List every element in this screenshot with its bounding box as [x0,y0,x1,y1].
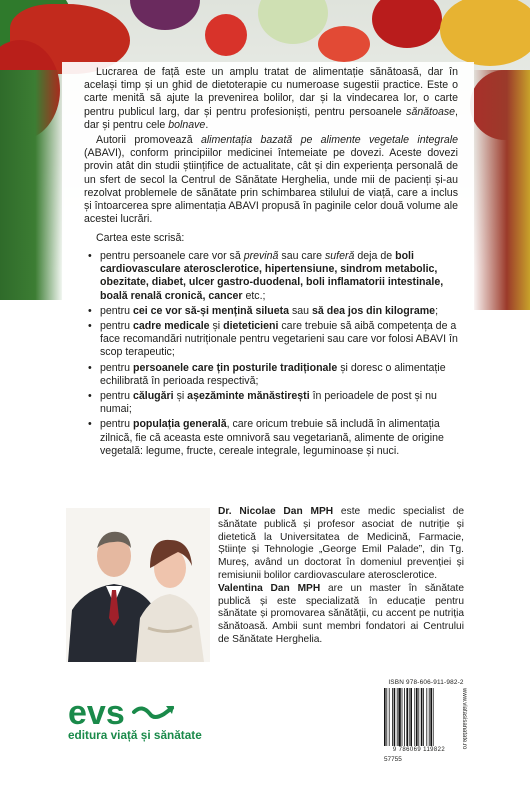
barcode-bar [409,688,410,746]
price-code: 57755 [384,756,402,763]
list-item: • pentru persoanele care țin posturile tradiționale și doresc o alimentație echilibrată în perioada respectivă; [84,362,458,388]
barcode-bar [398,688,400,746]
authors-portrait [66,508,210,662]
barcode-bar [402,688,403,746]
barcode-bar [421,688,423,746]
book-for-heading: Cartea este scrisă: [96,232,185,244]
barcode-bar [406,688,408,746]
list-item: • pentru cadre medicale și dieteticieni care trebuie să aibă competența de a face recomandări nutriționale pentru vegetarieni sau care vor folosi ABAVI în scop terapeutic; [84,320,458,360]
barcode-bar [394,688,396,746]
barcode-bar [430,688,432,746]
list-item: • pentru călugări și așezăminte mănăstirești în perioadele de post și nu numai; [84,390,458,416]
list-item: • pentru persoanele care vor să previnã sau care suferă deja de boli cardiovasculare aterosclerotice, hipertensiune, sindrom metabolic, obezitate, diabet, ulcer gastro-duodenal, boli inflamatorii intestinale, boală renală cronică, cancer etc.; [84,250,458,303]
barcode-bar [418,688,419,746]
barcode-digits: 9 786069 119822 [392,747,446,753]
authors-photo [66,508,210,662]
barcode-bar [404,688,405,746]
barcode-bar [397,688,398,746]
barcode-bar [433,688,434,746]
barcode-bar [386,688,387,746]
bio-nicolae: Dr. Nicolae Dan MPH este medic specialist de sănătate publică și profesor asociat de nutriție și dietetică la Universitatea de Medicină, Farmacie, Științe și Tehnologie „George Emil Palade”, din Tg. Mureș, având un doctorat în domeniul prevenției și remisiunii bolilor cardiovasculare aterosclerotice. [218,506,465,581]
leafy-greens-edge [0,70,64,300]
barcode-icon [384,688,454,746]
barcode-bar [423,688,424,746]
website-url: www.viatasisanatate.ro [461,688,467,750]
authors-bio [218,506,464,647]
list-item: • pentru cei ce vor să-și mențină silueta sau să dea jos din kilograme; [84,305,458,318]
publisher-logo [68,694,218,744]
intro-paragraph: Lucrarea de față este un amplu tratat de alimentație sănătoasă, dar în același timp și un ghid de dietoterapie cu numeroase sugestii practice. Este o carte menită să ajute la prevenirea bolilor, dar și la vindecarea lor, o carte pentru publicul larg, dar și pentru profesioniști, pentru persoanele sănătoase, dar și pentru cele bolnave. [84,66,458,131]
barcode-bar [384,688,386,746]
evs-logo-text: evs [68,694,125,732]
barcode-bar [392,688,393,746]
barcode-bar [426,688,427,746]
barcode-bar [414,688,415,746]
barcode-bar [410,688,412,746]
barcode-bar [416,688,418,746]
barcode-bar [389,688,390,746]
list-item: • pentru populația generală, care oricum trebuie să includă în alimentația zilnică, fie că aceasta este omnivoră sau vegetariană, alimente de origine vegetală: legume, fructe, cereale integrale, leguminoase și nuci. [84,418,458,458]
barcode-bar [429,688,430,746]
publisher-name: editura viață și sănătate [68,728,202,742]
audience-list [84,250,458,460]
isbn-label: ISBN 978-606-911-982-2 [388,679,464,686]
spices-edge [472,70,530,310]
second-paragraph: Autorii promovează alimentația bazată pe alimente vegetale integrale (ABAVI), conform principiilor medicinei întemeiate pe dovezi. Aceste dovezi provin atât din studii științifice de actualitate, cât și din experiența personală de un sfert de secol la Centrul de Sănătate Herghelia, unde mii de pacienți și-au rezolvat problemele de sănătate prin schimbarea stilului de viață, care a inclus și întoarcerea spre alimentația ABAVI propusă în paginile celor două volume ale acestei lucrări. [84,134,458,226]
bio-valentina: Valentina Dan MPH are un master în sănătate publică și este specializată în educație pentru sănătate și promovarea sănătății, cu accent pe nutriția sănătoasă. Ambii sunt membri fondatori ai Centrului de Sănătate Herghelia. [218,582,464,645]
